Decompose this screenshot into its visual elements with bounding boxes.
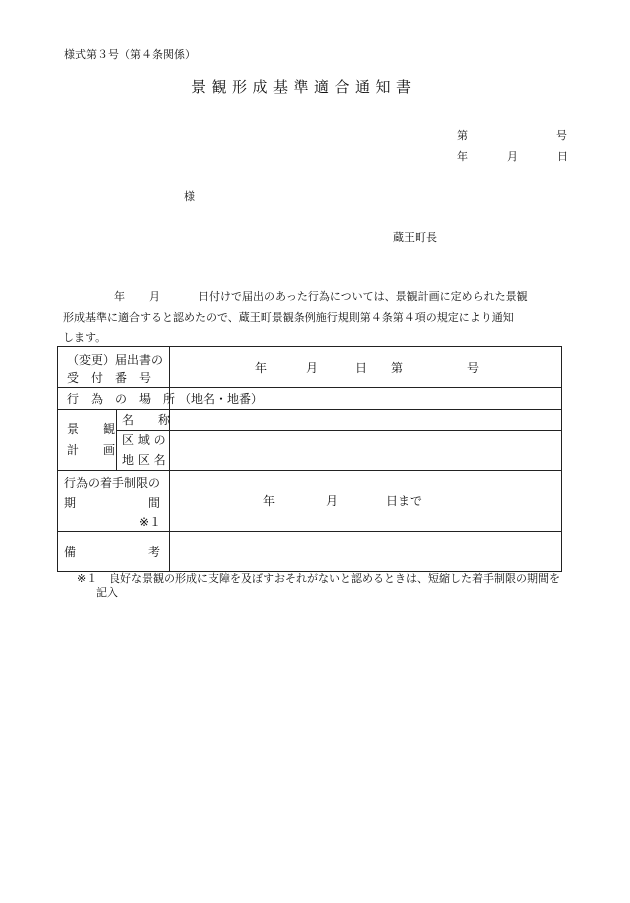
number-prefix: 第 [457,129,468,142]
plan-label-bottom: 計 画 [67,443,116,457]
remarks-label: 備 考 [64,545,161,559]
restriction-month: 月 [326,494,339,508]
restriction-note-mark: ※１ [139,515,162,529]
restriction-label-line1: 行為の着手制限の [64,476,161,490]
row-divider [116,430,561,431]
column-divider [169,347,170,571]
plan-label-top: 景 観 [67,422,116,436]
form-number: 様式第３号（第４条関係） [64,48,196,61]
addressee-suffix: 様 [184,190,195,203]
receipt-label-line1: （変更）届出書の [67,353,164,367]
body-month: 月 [149,290,160,303]
restriction-year: 年 [263,494,276,508]
issuer: 蔵王町長 [393,231,437,244]
number-suffix: 号 [556,129,567,142]
receipt-month: 月 [306,361,319,375]
body-year: 年 [114,290,125,303]
column-divider [116,409,117,470]
date-month: 月 [507,150,518,163]
body-line3: します。 [63,331,107,344]
plan-name-label: 名 称 [122,413,171,427]
footnote-mark: ※１ [77,572,98,585]
receipt-label-line2: 受 付 番 号 [67,371,152,385]
notification-form-table [57,346,562,572]
location-value: （地名・地番） [179,392,264,406]
plan-area-label-line2: 地 区 名 [122,453,166,467]
restriction-label-line2: 期 間 [64,496,161,510]
receipt-day: 日 [355,361,368,375]
receipt-year: 年 [255,361,268,375]
row-divider [58,387,561,388]
date-day: 日 [557,150,568,163]
footnote-line2: 記入 [96,586,118,599]
receipt-number-prefix: 第 [391,361,404,375]
date-year: 年 [457,150,468,163]
row-divider [58,409,561,410]
document-title: 景観形成基準適合通知書 [191,78,417,96]
body-line2: 形成基準に適合すると認めたので、蔵王町景観条例施行規則第４条第４項の規定により通知 [63,311,514,324]
row-divider [58,531,561,532]
footnote-line1: 良好な景観の形成に支障を及ぼすおそれがないと認めるときは、短縮した着手制限の期間を [109,572,560,585]
plan-area-label-line1: 区 域 の [122,433,166,447]
row-divider [58,470,561,471]
receipt-number-suffix: 号 [467,361,480,375]
restriction-until: 日まで [386,494,423,508]
location-label: 行 為 の 場 所 [67,392,176,406]
body-line1: 日付けで届出のあった行為については、景観計画に定められた景観 [198,290,528,303]
